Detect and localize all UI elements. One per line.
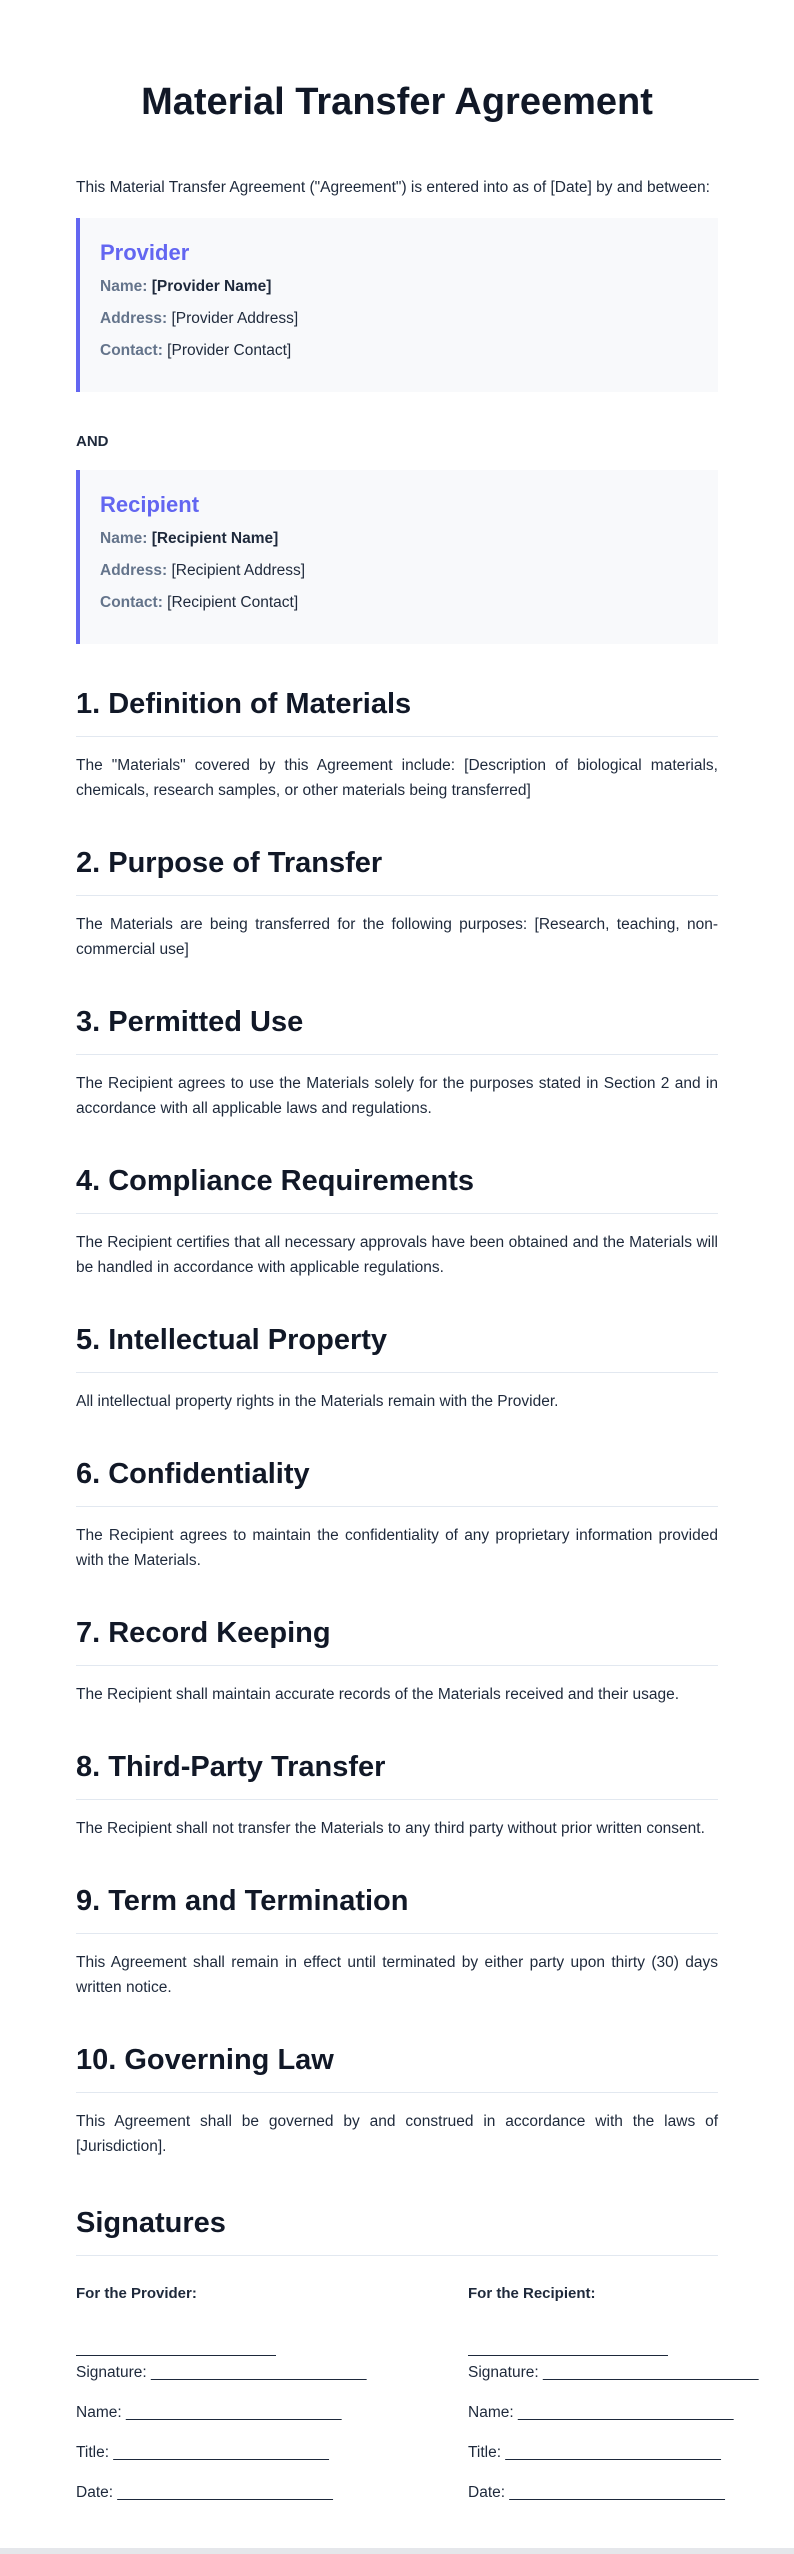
provider-name-label: Name: <box>100 278 148 295</box>
recipient-signature-heading: For the Recipient: <box>468 2285 596 2302</box>
section-title: 1. Definition of Materials <box>76 684 718 737</box>
section-body: This Agreement shall remain in effect until terminated by either party upon thirty (30) days written notice. <box>76 1954 718 1996</box>
section-governing-law <box>76 2040 718 2159</box>
signatures-title: Signatures <box>76 2203 718 2256</box>
provider-contact-value: [Provider Contact] <box>167 342 292 359</box>
section-title: 8. Third-Party Transfer <box>76 1747 718 1800</box>
provider-heading: Provider <box>100 240 190 265</box>
section-third-party-transfer <box>76 1747 718 1841</box>
section-title: 6. Confidentiality <box>76 1454 718 1507</box>
section-body: The Recipient shall not transfer the Materials to any third party without prior written consent. <box>76 1820 705 1837</box>
section-title: 4. Compliance Requirements <box>76 1161 718 1214</box>
section-title: 2. Purpose of Transfer <box>76 843 718 896</box>
provider-signature-field[interactable]: Signature: _________________________ <box>76 2364 367 2381</box>
page-bottom-edge <box>0 2548 794 2554</box>
section-compliance-requirements <box>76 1161 718 1280</box>
section-record-keeping <box>76 1613 718 1707</box>
provider-address-line <box>100 308 698 330</box>
recipient-name-field[interactable]: Name: _________________________ <box>468 2404 734 2421</box>
provider-signature-heading: For the Provider: <box>76 2285 197 2302</box>
recipient-box <box>76 470 718 644</box>
section-body: The Recipient agrees to use the Materials solely for the purposes stated in Section 2 and in accordance with all applicable laws and regulations. <box>76 1075 718 1117</box>
section-title: 5. Intellectual Property <box>76 1320 718 1373</box>
provider-signature-block <box>76 2284 367 2522</box>
recipient-contact-value: [Recipient Contact] <box>167 594 299 611</box>
provider-signature-rule[interactable] <box>76 2342 276 2356</box>
provider-address-label: Address: <box>100 310 168 327</box>
recipient-address-value: [Recipient Address] <box>171 562 306 579</box>
provider-name-field[interactable]: Name: _________________________ <box>76 2404 342 2421</box>
section-title: 7. Record Keeping <box>76 1613 718 1666</box>
section-term-and-termination <box>76 1881 718 2000</box>
recipient-signature-rule[interactable] <box>468 2342 668 2356</box>
recipient-date-field[interactable]: Date: _________________________ <box>468 2484 725 2501</box>
recipient-contact-label: Contact: <box>100 594 163 611</box>
section-body: The Recipient certifies that all necessary approvals have been obtained and the Materials will be handled in accordance with applicable regulations. <box>76 1234 718 1276</box>
section-definition-of-materials <box>76 684 718 803</box>
recipient-contact-line <box>100 592 698 614</box>
section-permitted-use <box>76 1002 718 1121</box>
section-title: 9. Term and Termination <box>76 1881 718 1934</box>
recipient-title-field[interactable]: Title: _________________________ <box>468 2444 721 2461</box>
provider-date-field[interactable]: Date: _________________________ <box>76 2484 333 2501</box>
recipient-heading: Recipient <box>100 492 200 517</box>
recipient-name-value: [Recipient Name] <box>151 530 279 547</box>
and-separator: AND <box>76 433 109 450</box>
section-intellectual-property <box>76 1320 718 1414</box>
provider-contact-label: Contact: <box>100 342 163 359</box>
section-purpose-of-transfer <box>76 843 718 962</box>
section-title: 10. Governing Law <box>76 2040 718 2093</box>
section-body: The "Materials" covered by this Agreement include: [Description of biological materials, chemicals, research samples, or other materials being transferred] <box>76 757 718 799</box>
section-confidentiality <box>76 1454 718 1573</box>
intro-paragraph: This Material Transfer Agreement ("Agreement") is entered into as of [Date] by and between: <box>76 179 710 196</box>
signatures-section <box>76 2203 759 2522</box>
provider-box <box>76 218 718 392</box>
section-title: 3. Permitted Use <box>76 1002 718 1055</box>
signature-blocks <box>76 2284 759 2522</box>
section-body: All intellectual property rights in the Materials remain with the Provider. <box>76 1393 559 1410</box>
recipient-signature-field[interactable]: Signature: _________________________ <box>468 2364 759 2381</box>
recipient-address-label: Address: <box>100 562 168 579</box>
provider-contact-line <box>100 340 698 362</box>
recipient-name-line <box>100 528 698 550</box>
provider-title-field[interactable]: Title: _________________________ <box>76 2444 329 2461</box>
section-body: The Materials are being transferred for the following purposes: [Research, teaching, non-commercial use] <box>76 916 718 958</box>
section-body: The Recipient shall maintain accurate records of the Materials received and their usage. <box>76 1686 680 1703</box>
recipient-signature-block <box>468 2284 759 2522</box>
recipient-name-label: Name: <box>100 530 148 547</box>
provider-name-value: [Provider Name] <box>151 278 272 295</box>
document-title: Material Transfer Agreement <box>141 81 653 123</box>
recipient-address-line <box>100 560 698 582</box>
provider-name-line <box>100 276 698 298</box>
provider-address-value: [Provider Address] <box>171 310 299 327</box>
section-body: The Recipient agrees to maintain the confidentiality of any proprietary information provided with the Materials. <box>76 1527 718 1569</box>
section-body: This Agreement shall be governed by and construed in accordance with the laws of [Jurisdiction]. <box>76 2113 718 2155</box>
